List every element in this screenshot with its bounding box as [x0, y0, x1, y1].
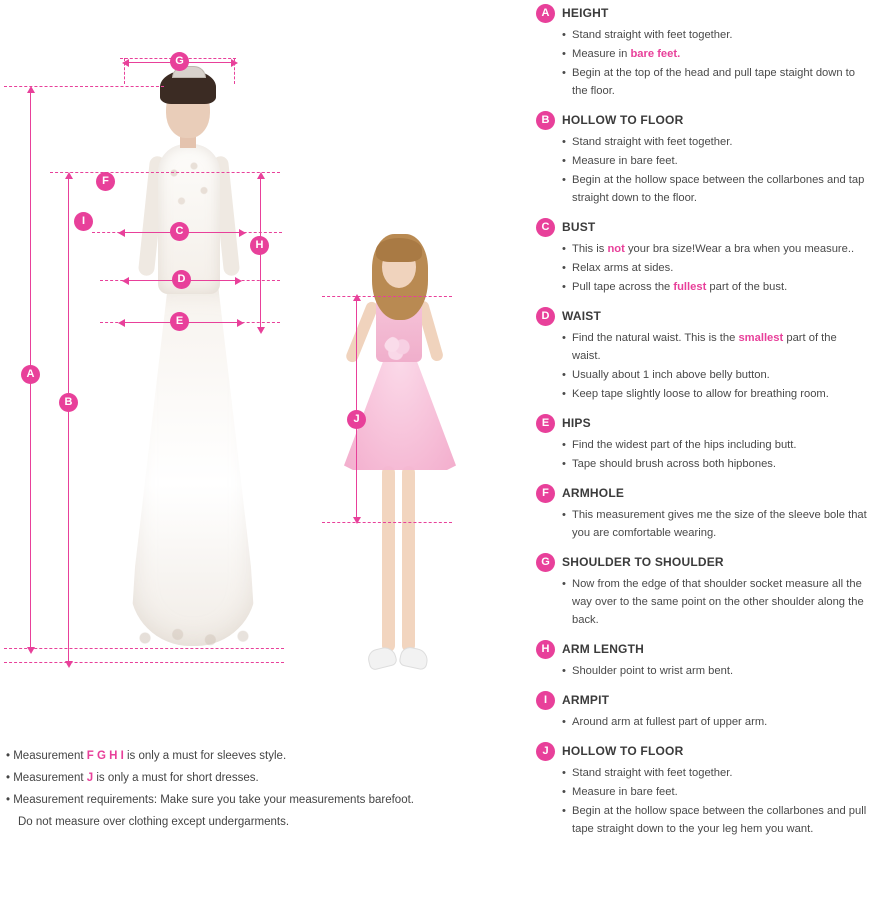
girl-right-leg [402, 466, 415, 652]
note-line-3 [6, 789, 506, 811]
guide-item-list [562, 764, 868, 838]
guide-item [562, 259, 868, 277]
guide-item [562, 152, 868, 170]
guide-item-text: fullest [673, 281, 707, 293]
guide-entry-c [536, 218, 868, 296]
guide-badge-g: G [536, 553, 555, 572]
guide-item-list [562, 329, 868, 403]
measurement-guide-panel [524, 0, 872, 897]
note-3-prefix: • Measurement requirements: Make sure you take your measurements barefoot. [6, 794, 414, 806]
guide-item-text: Usually about 1 inch above belly button. [572, 369, 770, 381]
badge-e: E [170, 312, 189, 331]
guide-item-text: Pull tape across the [572, 281, 674, 293]
guide-item [562, 278, 868, 296]
guide-entry-d [536, 307, 868, 403]
guide-item-text: Now from the edge of that shoulder socket measure all the way over to the same point on the other shoulder along the back. [572, 578, 864, 626]
guide-badge-c: C [536, 218, 555, 237]
guide-entry-i [536, 691, 868, 731]
guide-title-j: HOLLOW TO FLOOR [562, 744, 684, 758]
guide-item-text: Stand straight with feet together. [572, 29, 733, 41]
badge-g: G [170, 52, 189, 71]
note-1-suffix: is only a must for sleeves style. [123, 750, 287, 762]
guide-list [536, 4, 868, 838]
bride-skirt [130, 286, 256, 646]
guide-item-text: Find the widest part of the hips including butt. [572, 439, 797, 451]
guide-item-text: Begin at the hollow space between the collarbones and tap straight down to the floor. [572, 174, 865, 204]
guide-badge-d: D [536, 307, 555, 326]
guide-item-text: Measure in bare feet. [572, 786, 678, 798]
guide-item [562, 455, 868, 473]
guide-item [562, 713, 868, 731]
guide-item-text: Begin at the hollow space between the collarbones and pull tape straight down to the your leg hem you want. [572, 805, 867, 835]
guide-item [562, 64, 868, 100]
guide-title-h: ARM LENGTH [562, 642, 644, 656]
guide-item [562, 802, 868, 838]
guide-item-text: Find the natural waist. This is the [572, 332, 739, 344]
guide-item-text: Measure in [572, 48, 631, 60]
bride-lace-detail [164, 152, 214, 222]
measure-line-j [356, 300, 357, 518]
guide-item-text: bare feet. [630, 48, 681, 60]
badge-h: H [250, 236, 269, 255]
girl-flower-detail [384, 336, 410, 360]
guide-line-floor-2 [4, 662, 284, 663]
girl-hair-front [376, 238, 422, 262]
figure-area [0, 0, 520, 720]
guide-entry-j [536, 742, 868, 838]
guide-item [562, 385, 868, 403]
short-dress-figure [330, 228, 460, 698]
guide-item-text: This is [572, 243, 608, 255]
note-2-codes: J [86, 772, 94, 784]
guide-item-text: Relax arms at sides. [572, 262, 674, 274]
guide-item-list [562, 436, 868, 473]
guide-entry-f [536, 484, 868, 542]
bride-hem [126, 620, 262, 656]
guide-title-e: HIPS [562, 416, 591, 430]
guide-title-i: ARMPIT [562, 693, 610, 707]
note-2-prefix: • Measurement [6, 772, 87, 784]
guide-badge-j: J [536, 742, 555, 761]
guide-line-shoulder [50, 172, 280, 173]
guide-item-text: your bra size!Wear a bra when you measure.. [624, 243, 855, 255]
guide-badge-i: I [536, 691, 555, 710]
badge-a: A [21, 365, 40, 384]
guide-line-j-top [322, 296, 452, 297]
guide-title-b: HOLLOW TO FLOOR [562, 113, 684, 127]
badge-f: F [96, 172, 115, 191]
guide-item [562, 133, 868, 151]
guide-item-list [562, 506, 868, 542]
guide-item-text: Stand straight with feet together. [572, 136, 733, 148]
guide-title-c: BUST [562, 220, 596, 234]
guide-item-list [562, 26, 868, 100]
measure-line-b-hollow-to-floor [68, 178, 69, 662]
guide-item-text: Measure in bare feet. [572, 155, 678, 167]
girl-left-arm [344, 300, 379, 364]
guide-badge-a: A [536, 4, 555, 23]
guide-item-text: part of the waist. [572, 332, 837, 362]
bride-figure [120, 60, 280, 660]
guide-item-text: part of the bust. [706, 281, 788, 293]
guide-item [562, 45, 868, 63]
guide-badge-e: E [536, 414, 555, 433]
guide-item-list [562, 662, 868, 680]
guide-item-text: Keep tape slightly loose to allow for breathing room. [572, 388, 829, 400]
guide-item-text: smallest [738, 332, 784, 344]
guide-item [562, 662, 868, 680]
guide-line-floor [4, 648, 284, 649]
badge-i: I [74, 212, 93, 231]
guide-item-text: This measurement gives me the size of the sleeve bole that you are comfortable wearing. [572, 509, 867, 539]
guide-badge-f: F [536, 484, 555, 503]
note-1-codes: F G H I [86, 750, 124, 762]
guide-item [562, 506, 868, 542]
badge-b: B [59, 393, 78, 412]
guide-item [562, 171, 868, 207]
guide-item-list [562, 240, 868, 296]
guide-item [562, 366, 868, 384]
note-line-1 [6, 745, 506, 767]
guide-entry-b [536, 111, 868, 207]
guide-entry-h [536, 640, 868, 680]
guide-entry-e [536, 414, 868, 473]
girl-right-shoe [398, 645, 430, 670]
girl-left-leg [382, 466, 395, 652]
note-line-2 [6, 767, 506, 789]
guide-item [562, 764, 868, 782]
guide-item-text: Stand straight with feet together. [572, 767, 733, 779]
guide-entry-g [536, 553, 868, 629]
guide-badge-b: B [536, 111, 555, 130]
footer-notes [6, 745, 506, 833]
guide-title-d: WAIST [562, 309, 601, 323]
guide-badge-h: H [536, 640, 555, 659]
guide-item-text: Around arm at fullest part of upper arm. [572, 716, 768, 728]
guide-item [562, 575, 868, 629]
guide-item [562, 240, 868, 258]
guide-item-list [562, 133, 868, 207]
guide-title-f: ARMHOLE [562, 486, 625, 500]
guide-item-text: not [607, 243, 625, 255]
guide-title-g: SHOULDER TO SHOULDER [562, 555, 724, 569]
guide-item-list [562, 713, 868, 731]
guide-item [562, 329, 868, 365]
guide-title-a: HEIGHT [562, 6, 609, 20]
badge-c: C [170, 222, 189, 241]
guide-item [562, 26, 868, 44]
guide-item-list [562, 575, 868, 629]
badge-d: D [172, 270, 191, 289]
guide-item [562, 783, 868, 801]
note-2-suffix: is only a must for short dresses. [93, 772, 259, 784]
guide-line-j-bottom [322, 522, 452, 523]
guide-item [562, 436, 868, 454]
note-1-prefix: • Measurement [6, 750, 87, 762]
guide-item-text: Tape should brush across both hipbones. [572, 458, 776, 470]
badge-j: J [347, 410, 366, 429]
note-line-3-sub: Do not measure over clothing except undergarments. [18, 816, 290, 828]
guide-item-text: Shoulder point to wrist arm bent. [572, 665, 734, 677]
guide-entry-a [536, 4, 868, 100]
guide-item-text: Begin at the top of the head and pull tape staight down to the floor. [572, 67, 856, 97]
